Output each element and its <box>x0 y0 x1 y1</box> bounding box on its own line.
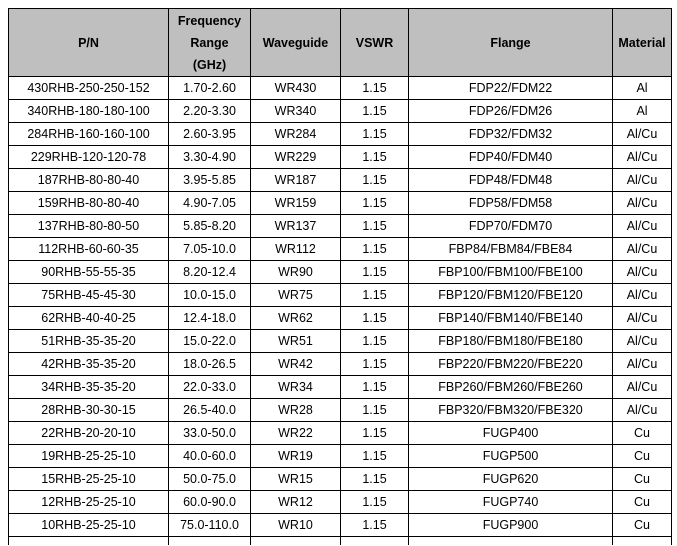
cell-flange: FDP26/FDM26 <box>409 100 613 123</box>
cell-frequency-range: 18.0-26.5 <box>169 353 251 376</box>
cell-vswr: 1.15 <box>341 192 409 215</box>
cell-frequency-range: 15.0-22.0 <box>169 330 251 353</box>
cell-pn: 28RHB-30-30-15 <box>9 399 169 422</box>
cell-waveguide: WR159 <box>251 192 341 215</box>
cell-waveguide: WR187 <box>251 169 341 192</box>
cell-vswr: 1.15 <box>341 100 409 123</box>
cell-empty <box>9 537 169 546</box>
cell-vswr: 1.15 <box>341 123 409 146</box>
header-pn: P/N <box>9 9 169 77</box>
cell-flange: FUGP400 <box>409 422 613 445</box>
cell-material: Al/Cu <box>613 238 672 261</box>
cell-waveguide: WR28 <box>251 399 341 422</box>
table-row <box>9 307 672 330</box>
cell-vswr: 1.15 <box>341 445 409 468</box>
cell-pn: 340RHB-180-180-100 <box>9 100 169 123</box>
cell-frequency-range: 3.95-5.85 <box>169 169 251 192</box>
table-row <box>9 399 672 422</box>
cell-pn: 12RHB-25-25-10 <box>9 491 169 514</box>
cell-material: Al/Cu <box>613 261 672 284</box>
header-flange: Flange <box>409 9 613 77</box>
table-body <box>9 77 672 546</box>
cell-empty <box>169 537 251 546</box>
cell-vswr: 1.15 <box>341 146 409 169</box>
cell-vswr: 1.15 <box>341 215 409 238</box>
table-row <box>9 353 672 376</box>
cell-frequency-range: 75.0-110.0 <box>169 514 251 537</box>
cell-frequency-range: 50.0-75.0 <box>169 468 251 491</box>
cell-flange: FBP260/FBM260/FBE260 <box>409 376 613 399</box>
cell-material: Al/Cu <box>613 169 672 192</box>
table-row <box>9 445 672 468</box>
cell-pn: 430RHB-250-250-152 <box>9 77 169 100</box>
cell-flange: FBP180/FBM180/FBE180 <box>409 330 613 353</box>
cell-pn: 137RHB-80-80-50 <box>9 215 169 238</box>
cell-material: Cu <box>613 491 672 514</box>
cell-material: Al/Cu <box>613 307 672 330</box>
cell-flange: FDP48/FDM48 <box>409 169 613 192</box>
header-material: Material <box>613 9 672 77</box>
cell-frequency-range: 2.20-3.30 <box>169 100 251 123</box>
cell-frequency-range: 7.05-10.0 <box>169 238 251 261</box>
cell-vswr: 1.15 <box>341 77 409 100</box>
cell-frequency-range: 40.0-60.0 <box>169 445 251 468</box>
cell-flange: FBP220/FBM220/FBE220 <box>409 353 613 376</box>
cell-material: Cu <box>613 514 672 537</box>
cell-vswr: 1.15 <box>341 514 409 537</box>
cell-waveguide: WR62 <box>251 307 341 330</box>
cell-pn: 284RHB-160-160-100 <box>9 123 169 146</box>
cell-waveguide: WR10 <box>251 514 341 537</box>
cell-vswr: 1.15 <box>341 330 409 353</box>
cell-waveguide: WR340 <box>251 100 341 123</box>
cell-waveguide: WR51 <box>251 330 341 353</box>
cell-frequency-range: 33.0-50.0 <box>169 422 251 445</box>
table-row <box>9 146 672 169</box>
cell-vswr: 1.15 <box>341 376 409 399</box>
cell-vswr: 1.15 <box>341 261 409 284</box>
cell-flange: FDP40/FDM40 <box>409 146 613 169</box>
cell-waveguide: WR34 <box>251 376 341 399</box>
table-row <box>9 284 672 307</box>
cell-flange: FDP22/FDM22 <box>409 77 613 100</box>
header-frequency-line3: (GHz) <box>192 57 227 72</box>
table-row <box>9 100 672 123</box>
cell-pn: 75RHB-45-45-30 <box>9 284 169 307</box>
cell-empty <box>409 537 613 546</box>
cell-material: Al/Cu <box>613 353 672 376</box>
cell-material: Al/Cu <box>613 399 672 422</box>
cell-material: Al/Cu <box>613 330 672 353</box>
cell-frequency-range: 3.30-4.90 <box>169 146 251 169</box>
cell-flange: FUGP620 <box>409 468 613 491</box>
cell-frequency-range: 22.0-33.0 <box>169 376 251 399</box>
table-row-cut-off <box>9 537 672 546</box>
cell-waveguide: WR137 <box>251 215 341 238</box>
cell-waveguide: WR19 <box>251 445 341 468</box>
cell-frequency-range: 2.60-3.95 <box>169 123 251 146</box>
cell-pn: 62RHB-40-40-25 <box>9 307 169 330</box>
table-row <box>9 77 672 100</box>
table-row <box>9 491 672 514</box>
cell-flange: FUGP740 <box>409 491 613 514</box>
cell-frequency-range: 60.0-90.0 <box>169 491 251 514</box>
cell-frequency-range: 1.70-2.60 <box>169 77 251 100</box>
cell-material: Al <box>613 77 672 100</box>
cell-flange: FUGP500 <box>409 445 613 468</box>
header-frequency-range <box>169 9 251 77</box>
cell-pn: 15RHB-25-25-10 <box>9 468 169 491</box>
cell-frequency-range: 26.5-40.0 <box>169 399 251 422</box>
cell-flange: FUGP900 <box>409 514 613 537</box>
header-frequency-line1: Frequency <box>177 13 242 28</box>
cell-vswr: 1.15 <box>341 238 409 261</box>
cell-frequency-range: 8.20-12.4 <box>169 261 251 284</box>
cell-vswr: 1.15 <box>341 284 409 307</box>
cell-pn: 51RHB-35-35-20 <box>9 330 169 353</box>
cell-vswr: 1.15 <box>341 399 409 422</box>
cell-pn: 90RHB-55-55-35 <box>9 261 169 284</box>
cell-vswr: 1.15 <box>341 422 409 445</box>
cell-vswr: 1.15 <box>341 169 409 192</box>
cell-waveguide: WR90 <box>251 261 341 284</box>
cell-vswr: 1.15 <box>341 307 409 330</box>
cell-material: Al/Cu <box>613 376 672 399</box>
cell-waveguide: WR42 <box>251 353 341 376</box>
header-frequency-line2: Range <box>190 35 229 50</box>
header-vswr: VSWR <box>341 9 409 77</box>
table-row <box>9 514 672 537</box>
cell-waveguide: WR22 <box>251 422 341 445</box>
cell-waveguide: WR12 <box>251 491 341 514</box>
cell-empty <box>251 537 341 546</box>
cell-material: Al/Cu <box>613 284 672 307</box>
table-row <box>9 169 672 192</box>
cell-frequency-range: 4.90-7.05 <box>169 192 251 215</box>
table-header <box>9 9 672 77</box>
cell-flange: FDP32/FDM32 <box>409 123 613 146</box>
cell-material: Al/Cu <box>613 123 672 146</box>
cell-material: Al/Cu <box>613 192 672 215</box>
cell-vswr: 1.15 <box>341 353 409 376</box>
table-row <box>9 468 672 491</box>
cell-pn: 112RHB-60-60-35 <box>9 238 169 261</box>
cell-flange: FBP140/FBM140/FBE140 <box>409 307 613 330</box>
cell-pn: 229RHB-120-120-78 <box>9 146 169 169</box>
cell-vswr: 1.15 <box>341 491 409 514</box>
cell-pn: 34RHB-35-35-20 <box>9 376 169 399</box>
cell-flange: FBP84/FBM84/FBE84 <box>409 238 613 261</box>
table-row <box>9 215 672 238</box>
cell-pn: 187RHB-80-80-40 <box>9 169 169 192</box>
cell-pn: 42RHB-35-35-20 <box>9 353 169 376</box>
cell-material: Cu <box>613 445 672 468</box>
table-row <box>9 238 672 261</box>
table-row <box>9 123 672 146</box>
table-row <box>9 192 672 215</box>
cell-material: Al <box>613 100 672 123</box>
cell-pn: 10RHB-25-25-10 <box>9 514 169 537</box>
cell-flange: FBP120/FBM120/FBE120 <box>409 284 613 307</box>
cell-frequency-range: 12.4-18.0 <box>169 307 251 330</box>
cell-pn: 22RHB-20-20-10 <box>9 422 169 445</box>
cell-empty <box>613 537 672 546</box>
cell-waveguide: WR229 <box>251 146 341 169</box>
header-row <box>9 9 672 77</box>
table-row <box>9 422 672 445</box>
cell-empty <box>341 537 409 546</box>
cell-material: Al/Cu <box>613 146 672 169</box>
cell-waveguide: WR15 <box>251 468 341 491</box>
cell-flange: FBP320/FBM320/FBE320 <box>409 399 613 422</box>
cell-flange: FDP58/FDM58 <box>409 192 613 215</box>
cell-pn: 19RHB-25-25-10 <box>9 445 169 468</box>
cell-flange: FBP100/FBM100/FBE100 <box>409 261 613 284</box>
table-row <box>9 261 672 284</box>
cell-waveguide: WR75 <box>251 284 341 307</box>
spec-table <box>8 8 672 545</box>
cell-waveguide: WR112 <box>251 238 341 261</box>
header-waveguide: Waveguide <box>251 9 341 77</box>
cell-pn: 159RHB-80-80-40 <box>9 192 169 215</box>
cell-material: Cu <box>613 468 672 491</box>
table-row <box>9 330 672 353</box>
cell-frequency-range: 5.85-8.20 <box>169 215 251 238</box>
cell-material: Al/Cu <box>613 215 672 238</box>
table-row <box>9 376 672 399</box>
cell-waveguide: WR284 <box>251 123 341 146</box>
cell-vswr: 1.15 <box>341 468 409 491</box>
cell-material: Cu <box>613 422 672 445</box>
cell-waveguide: WR430 <box>251 77 341 100</box>
cell-frequency-range: 10.0-15.0 <box>169 284 251 307</box>
cell-flange: FDP70/FDM70 <box>409 215 613 238</box>
